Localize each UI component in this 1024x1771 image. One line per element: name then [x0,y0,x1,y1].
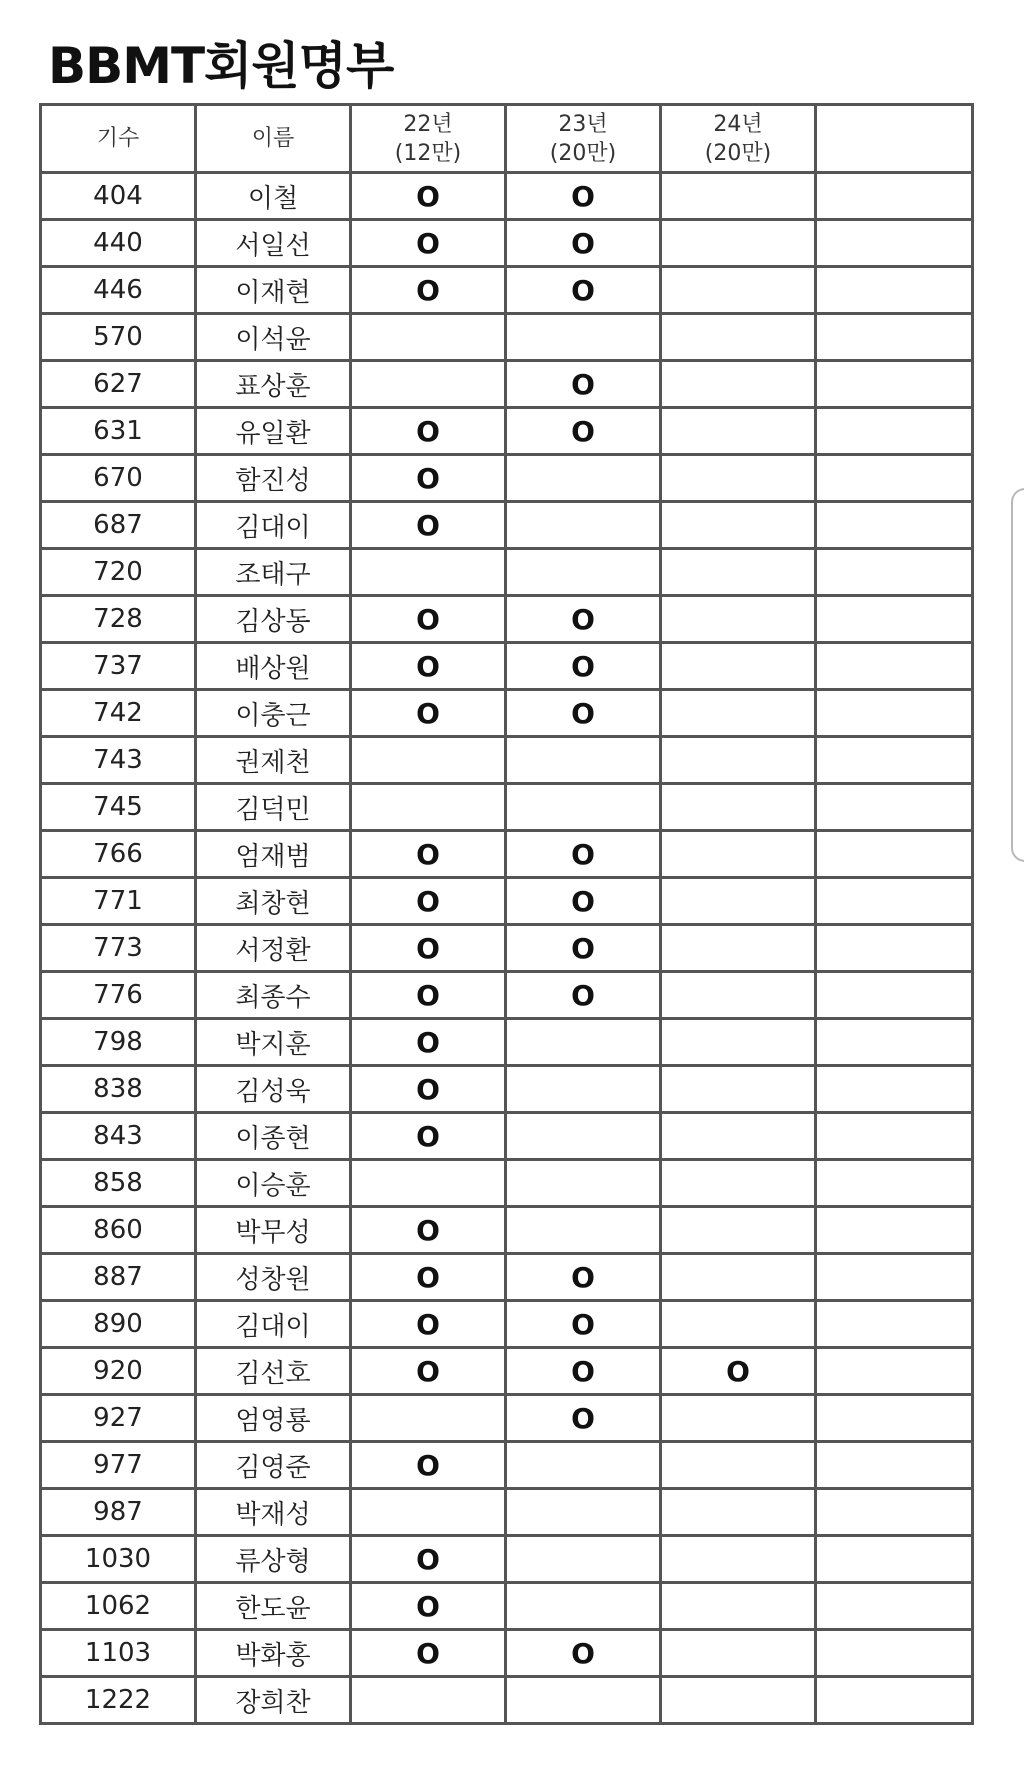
cell-extra [816,1113,973,1160]
cell-2023-paid [506,784,661,831]
cell-2023-paid: O [506,1301,661,1348]
cell-2022-paid: O [351,267,506,314]
cell-2024-paid [661,1536,816,1583]
cell-gisu: 771 [41,878,196,925]
cell-name: 장희찬 [196,1677,351,1724]
cell-name: 박무성 [196,1207,351,1254]
cell-gisu: 1062 [41,1583,196,1630]
header-row [41,105,973,173]
cell-name: 이철 [196,173,351,220]
cell-2023-paid [506,1019,661,1066]
column-header-gisu: 기수 [41,105,196,173]
cell-2024-paid [661,831,816,878]
cell-2023-paid: O [506,408,661,455]
cell-name: 함진성 [196,455,351,502]
table-row [41,502,973,549]
cell-2024-paid [661,502,816,549]
cell-name: 표상훈 [196,361,351,408]
cell-extra [816,173,973,220]
cell-extra [816,737,973,784]
cell-2022-paid [351,314,506,361]
cell-name: 박재성 [196,1489,351,1536]
cell-gisu: 838 [41,1066,196,1113]
cell-2023-paid: O [506,1348,661,1395]
cell-2024-paid [661,549,816,596]
cell-2024-paid [661,596,816,643]
table-row [41,455,973,502]
cell-name: 서정환 [196,925,351,972]
cell-2024-paid [661,1442,816,1489]
cell-name: 김덕민 [196,784,351,831]
cell-extra [816,1348,973,1395]
cell-name: 이재현 [196,267,351,314]
cell-2022-paid: O [351,1583,506,1630]
cell-2022-paid: O [351,502,506,549]
cell-extra [816,1301,973,1348]
cell-2024-paid [661,1207,816,1254]
cell-gisu: 570 [41,314,196,361]
cell-extra [816,972,973,1019]
table-row [41,1301,973,1348]
table-row [41,1489,973,1536]
cell-gisu: 890 [41,1301,196,1348]
cell-2022-paid: O [351,643,506,690]
cell-name: 이승훈 [196,1160,351,1207]
cell-name: 이석윤 [196,314,351,361]
cell-2022-paid [351,1677,506,1724]
cell-extra [816,784,973,831]
cell-name: 최종수 [196,972,351,1019]
cell-2024-paid [661,267,816,314]
cell-extra [816,220,973,267]
cell-name: 한도윤 [196,1583,351,1630]
table-row [41,690,973,737]
cell-extra [816,1442,973,1489]
cell-2024-paid [661,408,816,455]
cell-2022-paid: O [351,596,506,643]
roster-body [41,173,973,1724]
cell-2022-paid: O [351,1536,506,1583]
cell-2022-paid [351,1395,506,1442]
table-row [41,1395,973,1442]
cell-2023-paid: O [506,1254,661,1301]
cell-extra [816,878,973,925]
table-row [41,1348,973,1395]
column-header-2024-year: 24년 [713,111,763,137]
table-row [41,173,973,220]
cell-2024-paid [661,1019,816,1066]
cell-2022-paid [351,1489,506,1536]
table-row [41,361,973,408]
cell-2024-paid [661,1395,816,1442]
cell-2023-paid: O [506,972,661,1019]
cell-2023-paid: O [506,878,661,925]
cell-2024-paid [661,1677,816,1724]
cell-extra [816,267,973,314]
cell-2023-paid: O [506,1395,661,1442]
cell-2022-paid: O [351,972,506,1019]
cell-2024-paid [661,1066,816,1113]
cell-gisu: 745 [41,784,196,831]
cell-gisu: 1030 [41,1536,196,1583]
cell-extra [816,1489,973,1536]
cell-2023-paid [506,1677,661,1724]
table-row [41,972,973,1019]
table-row [41,1630,973,1677]
cell-gisu: 737 [41,643,196,690]
cell-2024-paid [661,784,816,831]
cell-name: 박지훈 [196,1019,351,1066]
member-roster-table [39,103,974,1725]
cell-2023-paid: O [506,925,661,972]
column-header-2022 [351,105,506,173]
cell-2023-paid [506,314,661,361]
cell-extra [816,643,973,690]
cell-name: 김대이 [196,502,351,549]
cell-extra [816,1254,973,1301]
cell-2024-paid [661,1301,816,1348]
cell-2024-paid [661,1583,816,1630]
cell-extra [816,455,973,502]
cell-extra [816,596,973,643]
table-row [41,1113,973,1160]
cell-name: 김성욱 [196,1066,351,1113]
column-header-2022-fee: (12만) [394,140,462,166]
cell-gisu: 987 [41,1489,196,1536]
cell-gisu: 627 [41,361,196,408]
cell-2022-paid [351,784,506,831]
cell-gisu: 860 [41,1207,196,1254]
cell-2023-paid [506,1489,661,1536]
table-row [41,878,973,925]
cell-gisu: 404 [41,173,196,220]
cell-gisu: 843 [41,1113,196,1160]
cell-extra [816,1630,973,1677]
cell-extra [816,314,973,361]
cell-gisu: 858 [41,1160,196,1207]
cell-2023-paid: O [506,831,661,878]
cell-2022-paid: O [351,1113,506,1160]
cell-name: 이충근 [196,690,351,737]
cell-2024-paid [661,314,816,361]
table-row [41,1254,973,1301]
cell-2023-paid: O [506,1630,661,1677]
table-row [41,737,973,784]
cell-gisu: 1103 [41,1630,196,1677]
column-header-2023 [506,105,661,173]
cell-gisu: 927 [41,1395,196,1442]
cell-2022-paid: O [351,925,506,972]
cell-gisu: 446 [41,267,196,314]
cell-2024-paid [661,1113,816,1160]
cell-name: 조태구 [196,549,351,596]
table-row [41,1677,973,1724]
cell-gisu: 773 [41,925,196,972]
cell-name: 김영준 [196,1442,351,1489]
table-row [41,1066,973,1113]
cell-2023-paid [506,502,661,549]
cell-2024-paid [661,737,816,784]
cell-2022-paid: O [351,173,506,220]
cell-2022-paid: O [351,1207,506,1254]
cell-2024-paid [661,455,816,502]
table-row [41,1207,973,1254]
cell-name: 엄재범 [196,831,351,878]
cell-2022-paid: O [351,1301,506,1348]
cell-2024-paid [661,361,816,408]
cell-name: 권제천 [196,737,351,784]
cell-2024-paid [661,1489,816,1536]
cell-2022-paid [351,361,506,408]
cell-gisu: 742 [41,690,196,737]
cell-2022-paid: O [351,1348,506,1395]
cell-2023-paid [506,1583,661,1630]
cell-gisu: 776 [41,972,196,1019]
cell-2023-paid [506,1066,661,1113]
cell-2023-paid: O [506,643,661,690]
cell-2022-paid: O [351,220,506,267]
cell-gisu: 766 [41,831,196,878]
cell-name: 서일선 [196,220,351,267]
cell-2023-paid [506,549,661,596]
cell-2022-paid: O [351,408,506,455]
cell-2023-paid [506,1207,661,1254]
cell-2024-paid [661,878,816,925]
table-row [41,1160,973,1207]
cell-gisu: 720 [41,549,196,596]
cell-2022-paid: O [351,1019,506,1066]
table-row [41,314,973,361]
cell-2023-paid [506,1442,661,1489]
cell-gisu: 743 [41,737,196,784]
cell-extra [816,1583,973,1630]
side-scroll-handle[interactable] [1011,488,1024,862]
cell-name: 류상형 [196,1536,351,1583]
cell-extra [816,925,973,972]
table-row [41,1019,973,1066]
cell-2024-paid [661,925,816,972]
column-header-extra [816,105,973,173]
cell-2023-paid: O [506,361,661,408]
column-header-2024 [661,105,816,173]
cell-extra [816,1207,973,1254]
page-title: BBMT회원명부 [48,37,394,95]
table-row [41,1583,973,1630]
cell-2022-paid: O [351,1442,506,1489]
table-row [41,1442,973,1489]
column-header-2023-fee: (20만) [549,140,617,166]
cell-gisu: 670 [41,455,196,502]
column-header-2023-year: 23년 [558,111,608,137]
cell-name: 배상원 [196,643,351,690]
cell-2023-paid [506,737,661,784]
cell-2023-paid: O [506,267,661,314]
cell-2024-paid [661,1254,816,1301]
cell-2023-paid [506,1536,661,1583]
cell-extra [816,1536,973,1583]
cell-2023-paid [506,1160,661,1207]
cell-2024-paid [661,1160,816,1207]
cell-2024-paid [661,1630,816,1677]
table-row [41,784,973,831]
cell-extra [816,502,973,549]
table-row [41,220,973,267]
cell-gisu: 440 [41,220,196,267]
cell-gisu: 887 [41,1254,196,1301]
cell-extra [816,1395,973,1442]
cell-2022-paid: O [351,690,506,737]
table-row [41,267,973,314]
cell-2024-paid [661,220,816,267]
cell-gisu: 798 [41,1019,196,1066]
cell-extra [816,690,973,737]
column-header-2022-year: 22년 [403,111,453,137]
column-header-name: 이름 [196,105,351,173]
cell-2023-paid: O [506,596,661,643]
cell-name: 김선호 [196,1348,351,1395]
cell-gisu: 687 [41,502,196,549]
cell-2024-paid [661,643,816,690]
cell-extra [816,1160,973,1207]
column-header-2024-fee: (20만) [704,140,772,166]
cell-name: 유일환 [196,408,351,455]
cell-extra [816,361,973,408]
table-row [41,925,973,972]
cell-2023-paid: O [506,690,661,737]
cell-2024-paid: O [661,1348,816,1395]
cell-2023-paid [506,1113,661,1160]
cell-2022-paid [351,549,506,596]
cell-name: 김상동 [196,596,351,643]
cell-name: 김대이 [196,1301,351,1348]
cell-2023-paid: O [506,220,661,267]
cell-2022-paid [351,737,506,784]
cell-gisu: 920 [41,1348,196,1395]
cell-name: 박화홍 [196,1630,351,1677]
cell-extra [816,831,973,878]
cell-2024-paid [661,173,816,220]
cell-extra [816,408,973,455]
cell-gisu: 1222 [41,1677,196,1724]
cell-2022-paid [351,1160,506,1207]
cell-gisu: 977 [41,1442,196,1489]
cell-extra [816,549,973,596]
cell-name: 최창현 [196,878,351,925]
table-row [41,549,973,596]
cell-2022-paid: O [351,1630,506,1677]
cell-2024-paid [661,972,816,1019]
table-row [41,831,973,878]
cell-name: 엄영룡 [196,1395,351,1442]
cell-extra [816,1066,973,1113]
cell-2024-paid [661,690,816,737]
cell-2022-paid: O [351,1066,506,1113]
cell-extra [816,1677,973,1724]
cell-2023-paid [506,455,661,502]
cell-name: 이종현 [196,1113,351,1160]
cell-gisu: 728 [41,596,196,643]
table-row [41,643,973,690]
cell-gisu: 631 [41,408,196,455]
table-row [41,596,973,643]
cell-2023-paid: O [506,173,661,220]
cell-name: 성창원 [196,1254,351,1301]
cell-extra [816,1019,973,1066]
table-row [41,408,973,455]
cell-2022-paid: O [351,831,506,878]
cell-2022-paid: O [351,455,506,502]
table-row [41,1536,973,1583]
cell-2022-paid: O [351,1254,506,1301]
cell-2022-paid: O [351,878,506,925]
